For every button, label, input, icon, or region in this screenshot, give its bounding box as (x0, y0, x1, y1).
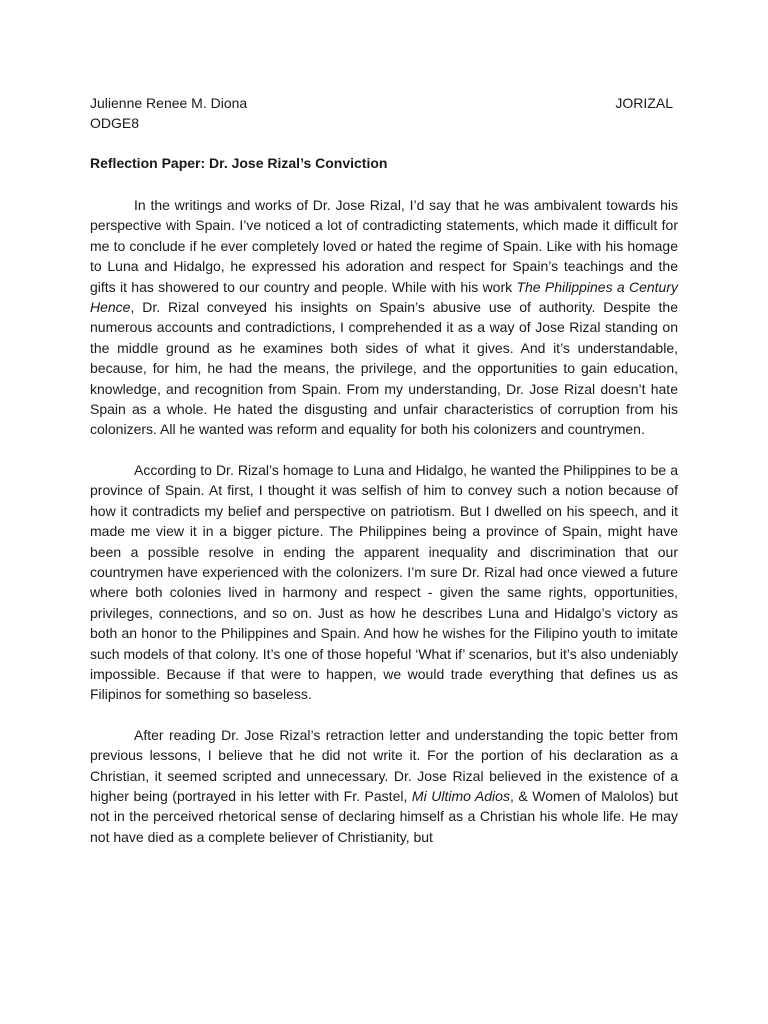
header-row (90, 93, 675, 113)
paragraph-3 (90, 725, 678, 847)
body-text (90, 195, 678, 867)
author-name: Julienne Renee M. Diona (90, 95, 248, 111)
paper-title: Reflection Paper: Dr. Jose Rizal’s Conviction (90, 155, 388, 171)
paragraph-3-italic-title: Mi Ultimo Adios (411, 787, 510, 804)
paragraph-1-italic-title: The Philippines a Century Hence (90, 278, 679, 316)
paragraph-3-part-a: After reading Dr. Jose Rizal’s retraction letter and understanding the topic better from previous lessons, I believe that he did not write it. For the portion of his declaration as a Christian, it seemed scripted and unnecessary. Dr. Jose Rizal believed in the existence of a higher being (portrayed in his letter with Fr. Pastel, (90, 726, 678, 804)
course-code: JORIZAL (615, 95, 673, 111)
paragraph-1-part-b: , Dr. Rizal conveyed his insights on Spain’s abusive use of authority. Despite the numerous accounts and contradictions, I comprehended it as a way of Jose Rizal standing on the middle ground as he examines both sides of what it gives. And it’s understandable, because, for him, he had the means, the privilege, and the opportunities to gain education, knowledge, and recognition from Spain. From my understanding, Dr. Jose Rizal doesn’t hate Spain as a whole. He hated the disgusting and unfair characteristics of corruption from his colonizers. All he wanted was reform and equality for both his colonizers and countrymen. (90, 299, 678, 438)
paragraph-1-part-a: In the writings and works of Dr. Jose Rizal, I’d say that he was ambivalent towards his perspective with Spain. I’ve noticed a lot of contradicting statements, which made it difficult for me to conclude if he ever completely loved or hated the regime of Spain. Like with his homage to Luna and Hidalgo, he expressed his adoration and respect for Spain’s teachings and the gifts it has showered to our country and people. While with his work (90, 197, 678, 295)
paragraph-1 (90, 195, 678, 440)
section-code: ODGE8 (90, 115, 140, 131)
paragraph-3-part-b: , & Women of Malolos) but not in the perceived rhetorical sense of declaring himself as a Christian his whole life. He may not have died as a complete believer of Christianity, but (90, 787, 678, 845)
paragraph-2: According to Dr. Rizal’s homage to Luna and Hidalgo, he wanted the Philippines to be a province of Spain. At first, I thought it was selfish of him to convey such a notion because of how it contradicts my belief and perspective on patriotism. But I dwelled on his speech, and it made me view it in a bigger picture. The Philippines being a province of Spain, might have been a possible resolve in ending the apparent inequality and discrimination that our countrymen have experienced with the colonizers. I’m sure Dr. Rizal had once viewed a future where both colonies lived in harmony and respect - given the same rights, opportunities, privileges, connections, and so on. Just as how he describes Luna and Hidalgo’s victory as both an honor to the Philippines and Spain. And how he wishes for the Filipino youth to imitate such models of that colony. It’s one of those hopeful ‘What if’ scenarios, but it’s also undeniably impossible. Because if that were to happen, we would trade everything that defines us as Filipinos for something so baseless. (90, 461, 678, 703)
